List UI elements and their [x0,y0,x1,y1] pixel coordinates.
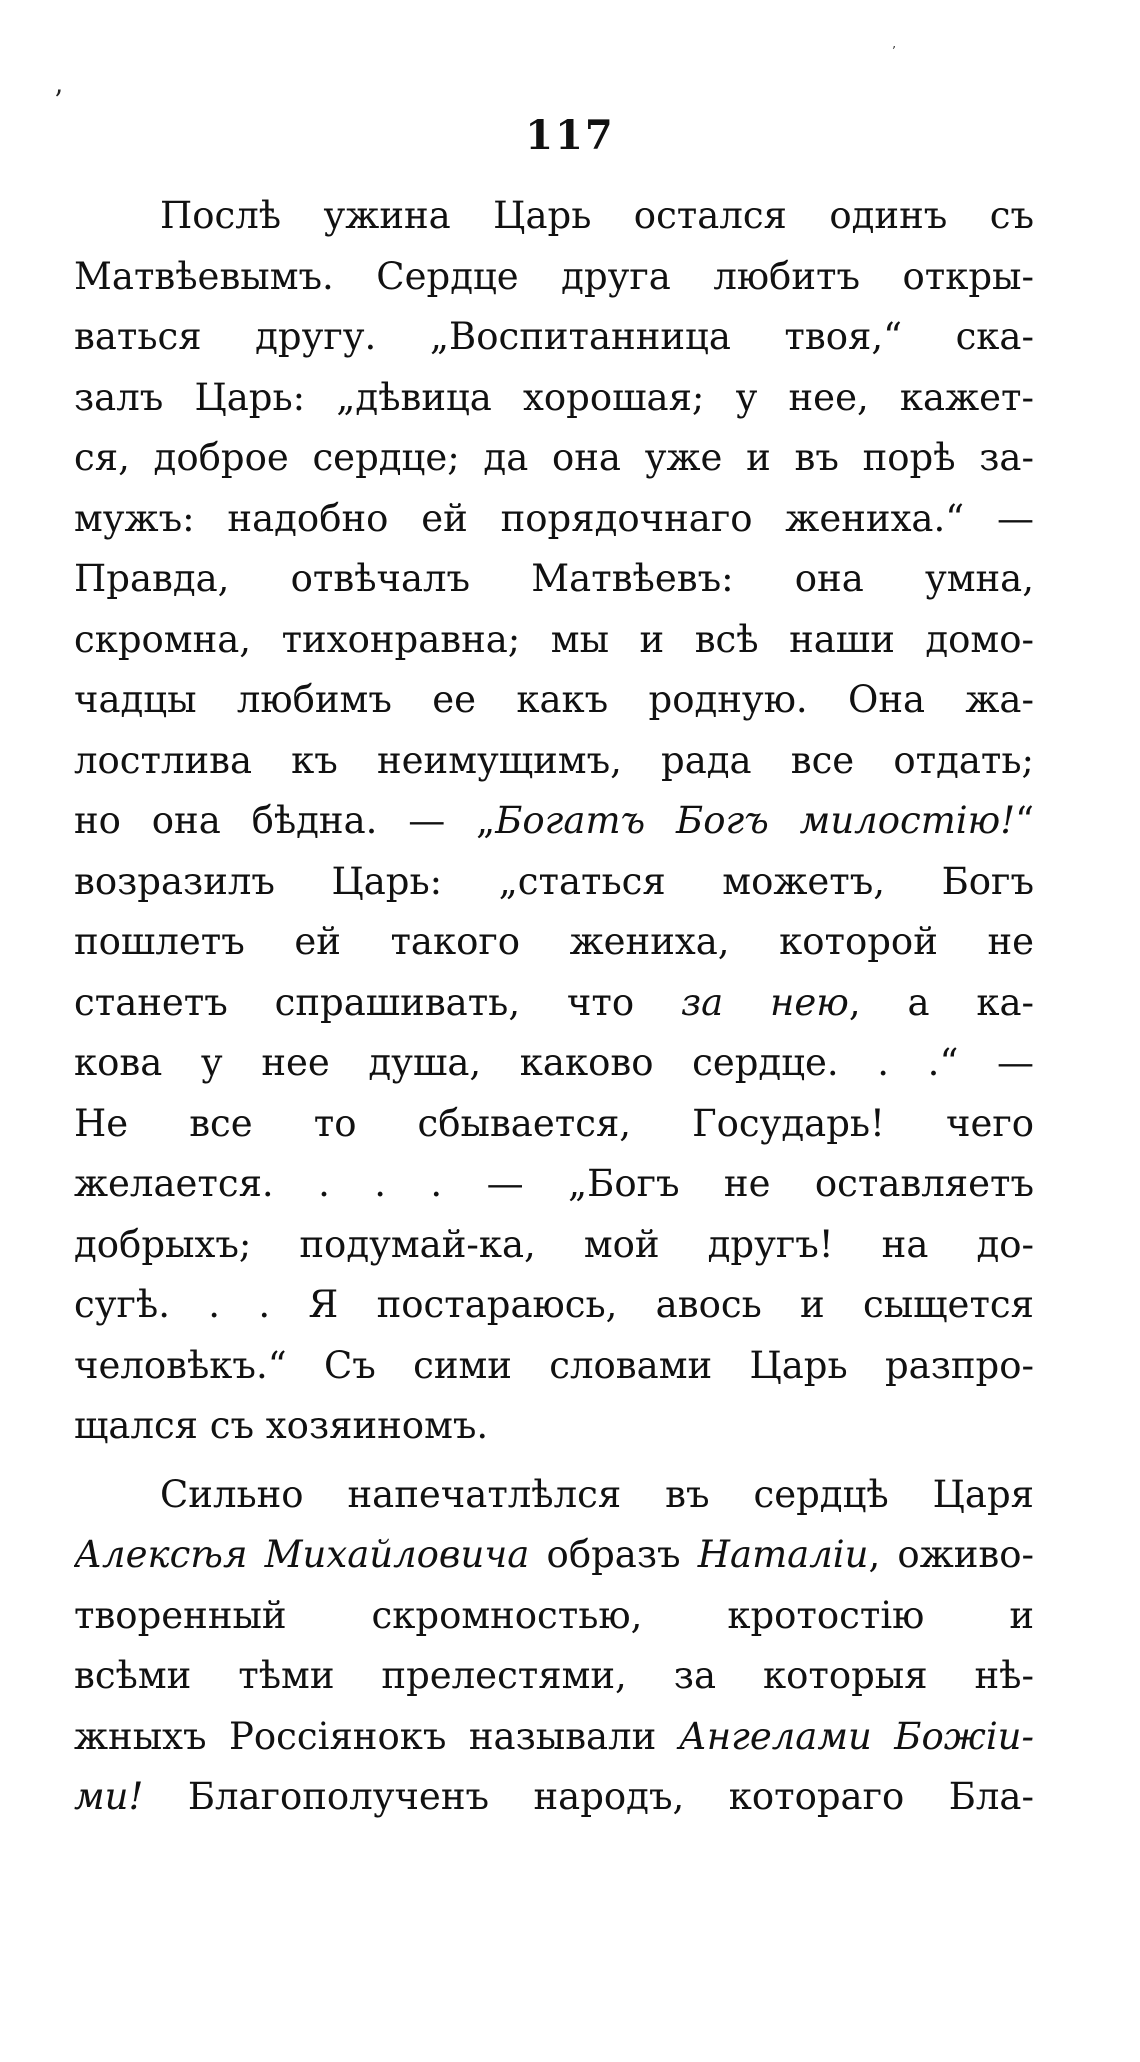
text-line: сугѣ. . . Я постараюсь, авось и сыщется [74,1283,1034,1326]
text-line: ся, доброе сердце; да она уже и въ порѣ за- [74,436,1034,479]
text-line: Сильно напечатлѣлся въ сердцѣ Царя [160,1472,1034,1516]
text-line: скромна, тихонравна; мы и всѣ наши домо- [74,617,1034,661]
text-block [74,186,1034,1828]
text-line: творенный скромностью, кротостію и [74,1593,1034,1637]
text-line [74,1707,1034,1768]
text-line: Послѣ ужина Царь остался одинъ съ [160,194,1034,237]
page-number: 117 [525,112,615,159]
text-run: “ [1015,799,1034,842]
text-line [74,1767,1034,1828]
text-line: Матвѣевымъ. Сердце друга любитъ откры- [74,254,1034,298]
text-line: возразилъ Царь: „статься можетъ, Богъ [74,859,1034,903]
text-line [74,791,1034,852]
text-run: но она бѣдна. — „ [74,799,496,842]
text-run: жныхъ Россіянокъ называли [74,1714,679,1758]
text-line: лостлива къ неимущимъ, рада все отдать; [74,738,1034,782]
text-line [74,1525,1034,1586]
italic-phrase: ми! [74,1775,144,1818]
text-line: добрыхъ; подумай-ка, мой другъ! на до- [74,1222,1034,1266]
italic-phrase: Алексѣя Михайловича [74,1533,530,1576]
text-line: пошлетъ ей такого жениха, которой не [74,920,1034,963]
text-run: Благополученъ народъ, котораго Бла- [143,1775,1034,1818]
text-line: мужъ: надобно ей порядочнаго жениха.“ — [74,496,1034,540]
text-line: залъ Царь: „дѣвица хорошая; у нее, кажет- [74,375,1034,419]
italic-phrase: Наталіи [697,1533,869,1576]
italic-phrase: Богатъ Богъ милостію! [495,799,1016,842]
paragraph-gap [74,1457,1034,1465]
text-run: , а ка- [848,980,1034,1024]
text-line: всѣми тѣми прелестями, за которыя нѣ- [74,1654,1034,1697]
italic-phrase: Ангелами Божіи- [678,1714,1034,1758]
text-line: чадцы любимъ ее какъ родную. Она жа- [74,678,1034,721]
text-run: станетъ спрашивать, что [74,980,681,1024]
margin-mark-right: ’ [892,44,896,58]
text-line: желается. . . . — „Богъ не оставляетъ [74,1162,1034,1205]
text-line: Правда, отвѣчалъ Матвѣевъ: она умна, [74,557,1034,600]
text-line: ваться другу. „Воспитанница твоя,“ ска- [74,315,1034,358]
text-line: кова у нее душа, каково сердце. . .“ — [74,1041,1034,1084]
text-line [74,973,1034,1034]
text-line: человѣкъ.“ Съ сими словами Царь разпро- [74,1343,1034,1387]
text-line: щался съ хозяиномъ. [74,1404,489,1447]
text-line: Не все то сбывается, Государь! чего [74,1101,1034,1145]
text-run: образъ [529,1533,698,1576]
margin-mark-left: ’ [54,84,63,117]
italic-phrase: за нею [680,980,849,1024]
text-run: , оживо- [868,1533,1034,1576]
